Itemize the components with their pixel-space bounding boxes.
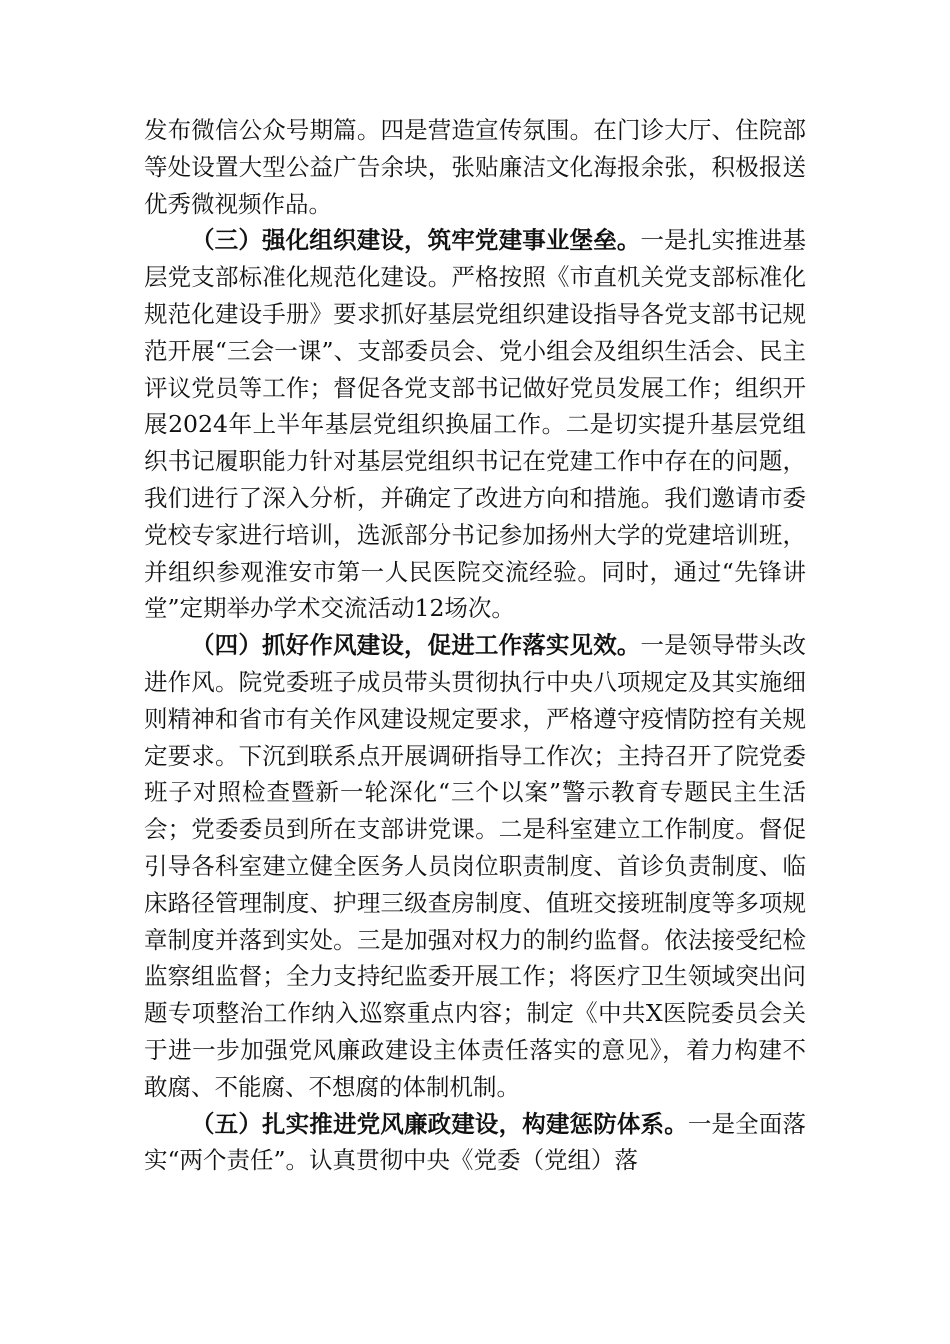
paragraph-2 xyxy=(144,222,806,627)
paragraph-2-lead: （三）强化组织建设，筑牢党建事业堡垒。 xyxy=(191,226,641,255)
paragraph-2-body: 一是扎实推进基层党支部标准化规范化建设。严格按照《市直机关党支部标准化规范化建设手册》要求抓好基层党组织建设指导各党支部书记规范开展“三会一课”、支部委员会、党小组会及组织生活会、民主评议党员等工作；督促各党支部书记做好党员发展工作；组织开展2024年上半年基层党组织换届工作。二是切实提升基层党组织书记履职能力针对基层党组织书记在党建工作中存在的问题，我们进行了深入分析，并确定了改进方向和措施。我们邀请市委党校专家进行培训，选派部分书记参加扬州大学的党建培训班，并组织参观淮安市第一人民医院交流经验。同时，通过“先锋讲堂”定期举办学术交流活动12场次。 xyxy=(144,226,807,623)
paragraph-1-body: 发布微信公众号期篇。四是营造宣传氛围。在门诊大厅、住院部等处设置大型公益广告余块，张贴廉洁文化海报余张，积极报送优秀微视频作品。 xyxy=(144,116,806,218)
paragraph-1 xyxy=(144,112,806,222)
paragraph-3-body: 一是领导带头改进作风。院党委班子成员带头贯彻执行中央八项规定及其实施细则精神和省市有关作风建设规定要求，严格遵守疫情防控有关规定要求。下沉到联系点开展调研指导工作次；主持召开了院党委班子对照检查暨新一轮深化“三个以案”警示教育专题民主生活会；党委委员到所在支部讲党课。二是科室建立工作制度。督促引导各科室建立健全医务人员岗位职责制度、首诊负责制度、临床路径管理制度、护理三级查房制度、值班交接班制度等多项规章制度并落到实处。三是加强对权力的制约监督。依法接受纪检监察组监督；全力支持纪监委开展工作；将医疗卫生领域突出问题专项整治工作纳入巡察重点内容；制定《中共X医院委员会关于进一步加强党风廉政建设主体责任落实的意见》，着力构建不敢腐、不能腐、不想腐的体制机制。 xyxy=(144,631,807,1101)
paragraph-4-lead: （五）扎实推进党风廉政建设，构建惩防体系。 xyxy=(191,1109,688,1138)
paragraph-3 xyxy=(144,627,806,1105)
paragraph-4 xyxy=(144,1106,806,1180)
paragraph-3-lead: （四）抓好作风建设，促进工作落实见效。 xyxy=(191,631,641,660)
document-page xyxy=(144,112,806,1179)
paragraph-4-body: 一是全面落实“两个责任”。认真贯彻中央《党委（党组）落 xyxy=(144,1109,806,1175)
